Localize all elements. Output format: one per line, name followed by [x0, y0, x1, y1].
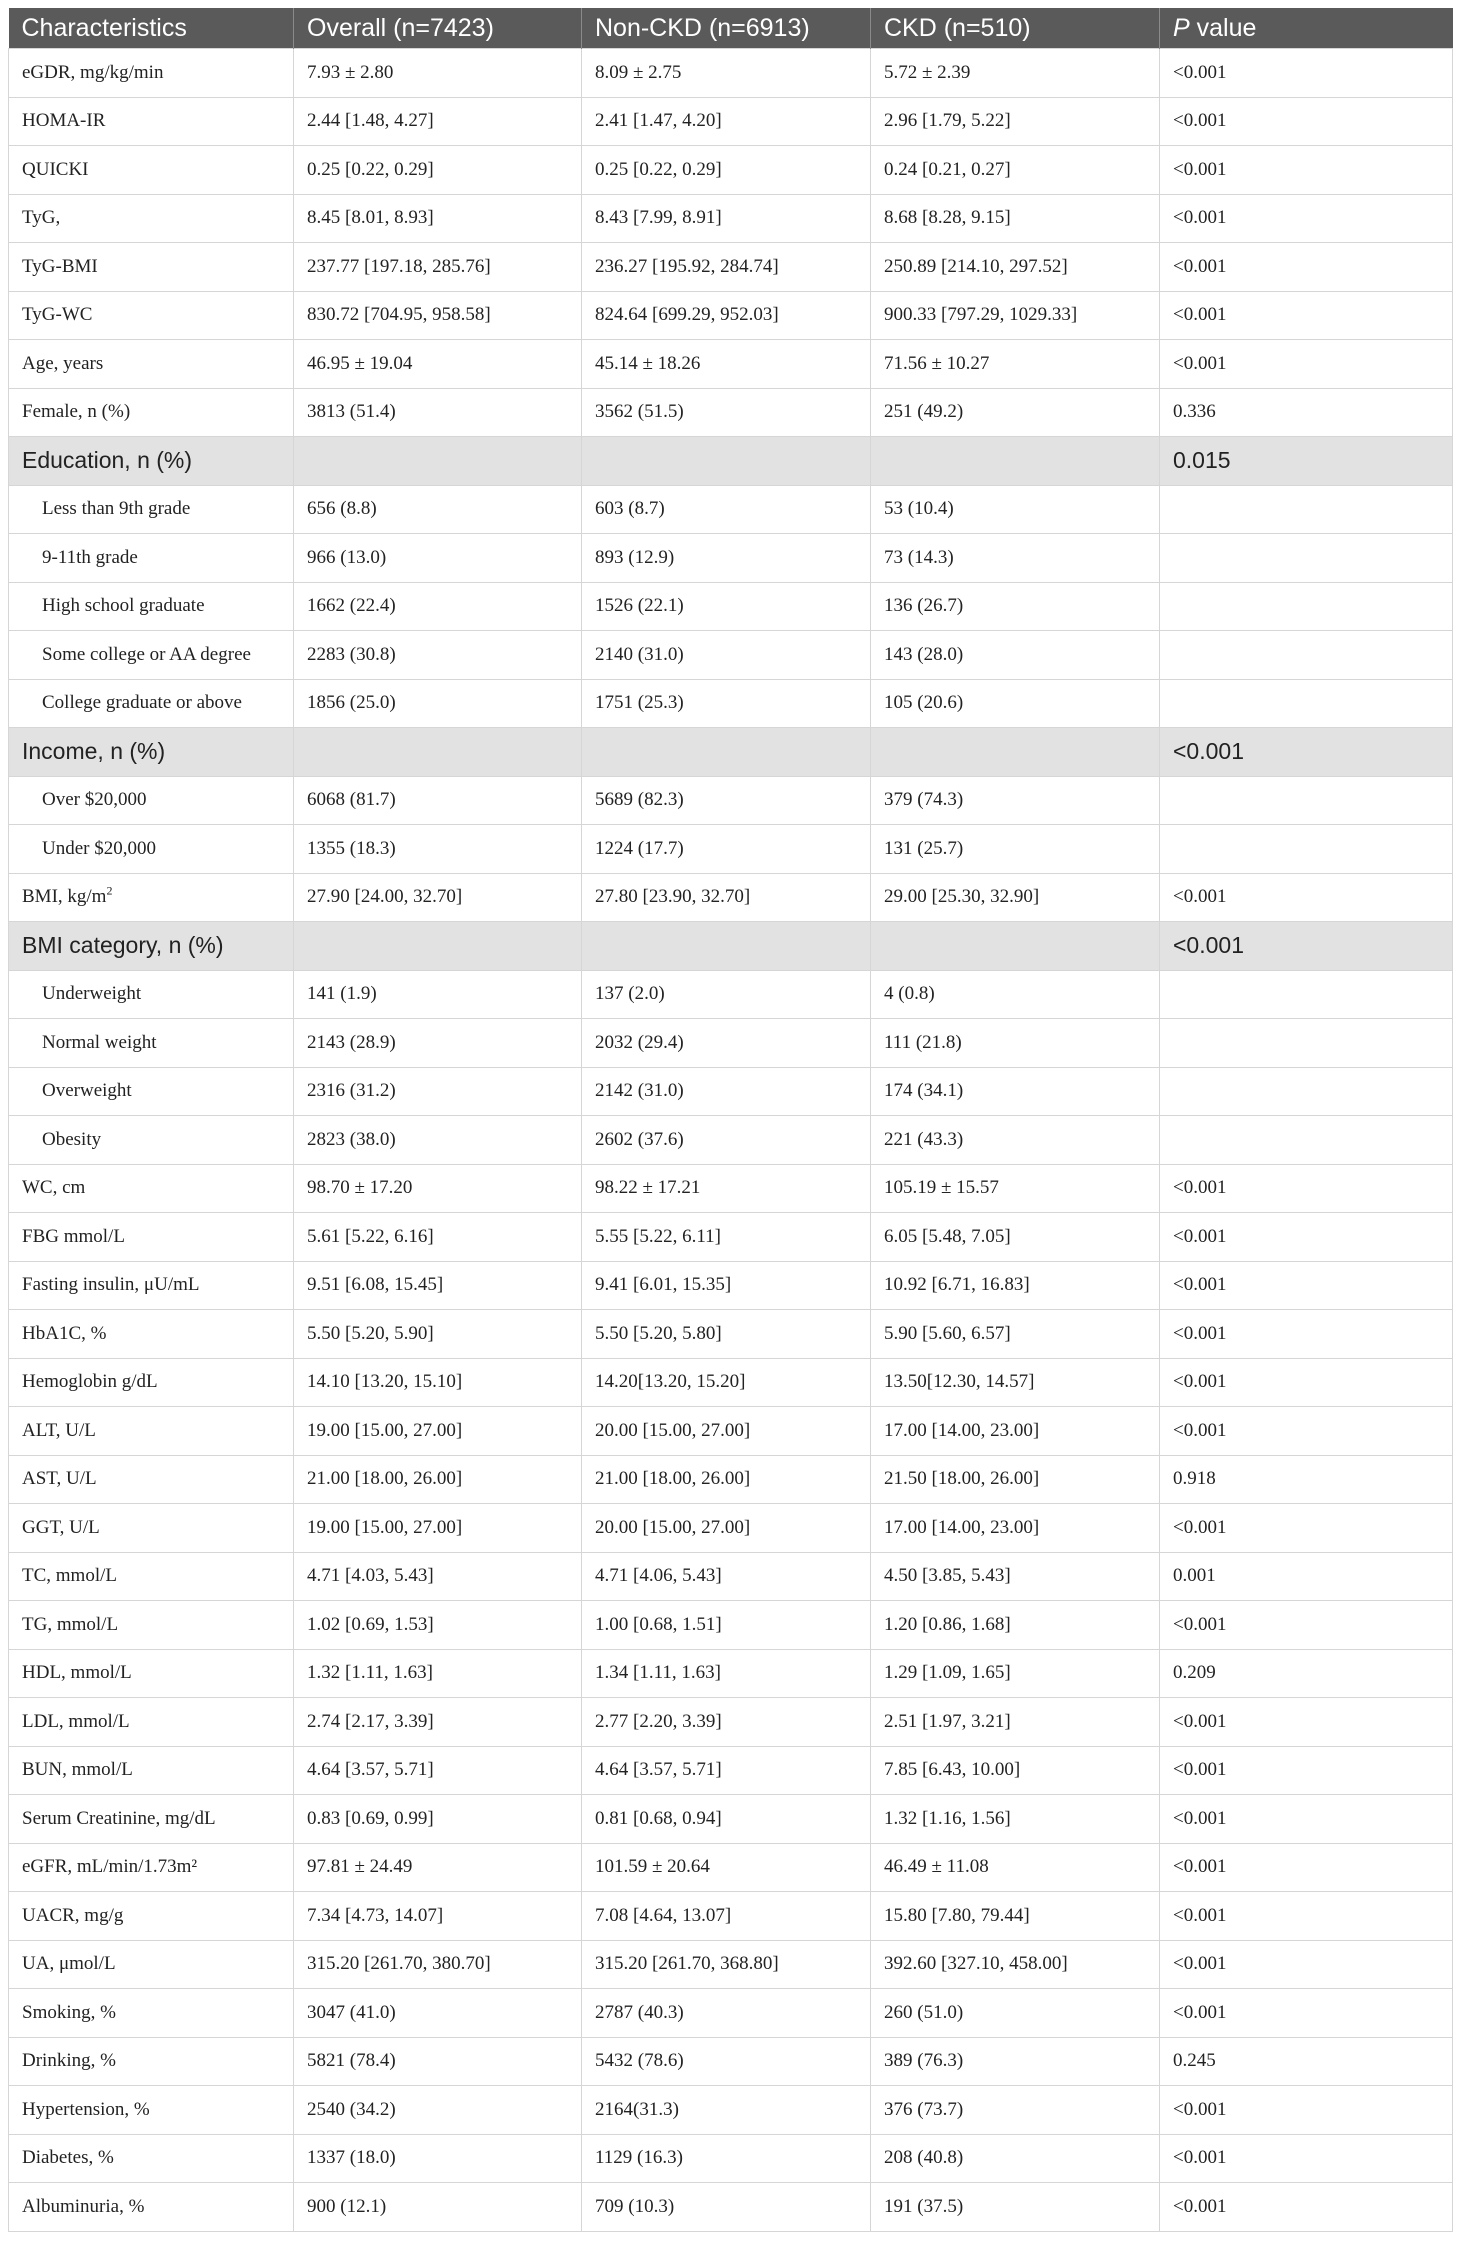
cell-p-value: 0.336 — [1160, 388, 1453, 437]
cell-p-value: <0.001 — [1160, 340, 1453, 389]
cell-non-ckd: 7.08 [4.64, 13.07] — [582, 1892, 871, 1941]
table-row — [9, 825, 1453, 874]
cell-non-ckd: 14.20[13.20, 15.20] — [582, 1358, 871, 1407]
cell-ckd — [871, 728, 1160, 777]
table-row — [9, 1164, 1453, 1213]
cell-overall: 27.90 [24.00, 32.70] — [294, 873, 582, 922]
table-row — [9, 1310, 1453, 1359]
cell-overall: 2.74 [2.17, 3.39] — [294, 1698, 582, 1747]
cell-non-ckd: 4.71 [4.06, 5.43] — [582, 1552, 871, 1601]
cell-ckd: 2.96 [1.79, 5.22] — [871, 97, 1160, 146]
cell-overall: 98.70 ± 17.20 — [294, 1164, 582, 1213]
cell-p-value: <0.001 — [1160, 2086, 1453, 2135]
cell-p-value — [1160, 679, 1453, 728]
table-row — [9, 1213, 1453, 1262]
cell-characteristic: LDL, mmol/L — [9, 1698, 294, 1747]
cell-overall: 5.50 [5.20, 5.90] — [294, 1310, 582, 1359]
cell-characteristic: BUN, mmol/L — [9, 1746, 294, 1795]
cell-ckd: 389 (76.3) — [871, 2037, 1160, 2086]
cell-characteristic: TyG-WC — [9, 291, 294, 340]
table-row — [9, 1601, 1453, 1650]
cell-overall: 141 (1.9) — [294, 970, 582, 1019]
cell-overall: 8.45 [8.01, 8.93] — [294, 194, 582, 243]
cell-non-ckd: 5689 (82.3) — [582, 776, 871, 825]
cell-p-value: 0.001 — [1160, 1552, 1453, 1601]
cell-ckd: 105 (20.6) — [871, 679, 1160, 728]
cell-non-ckd: 2142 (31.0) — [582, 1067, 871, 1116]
cell-p-value: <0.001 — [1160, 1843, 1453, 1892]
cell-label-text: BMI, kg/m — [22, 886, 107, 908]
cell-overall — [294, 922, 582, 971]
cell-characteristic: AST, U/L — [9, 1455, 294, 1504]
cell-overall: 9.51 [6.08, 15.45] — [294, 1261, 582, 1310]
cell-overall: 2316 (31.2) — [294, 1067, 582, 1116]
cell-characteristic: 9-11th grade — [9, 534, 294, 583]
cell-non-ckd: 9.41 [6.01, 15.35] — [582, 1261, 871, 1310]
table-row — [9, 340, 1453, 389]
cell-ckd — [871, 437, 1160, 486]
cell-p-value — [1160, 485, 1453, 534]
table-row — [9, 2134, 1453, 2183]
cell-characteristic: Income, n (%) — [9, 728, 294, 777]
table-row — [9, 388, 1453, 437]
cell-characteristic: eGDR, mg/kg/min — [9, 49, 294, 98]
table-row — [9, 873, 1453, 922]
cell-p-value: <0.001 — [1160, 1892, 1453, 1941]
table-row — [9, 534, 1453, 583]
cell-overall: 1.32 [1.11, 1.63] — [294, 1649, 582, 1698]
cell-ckd: 208 (40.8) — [871, 2134, 1160, 2183]
table-row — [9, 485, 1453, 534]
cell-characteristic: College graduate or above — [9, 679, 294, 728]
cell-non-ckd: 5.55 [5.22, 6.11] — [582, 1213, 871, 1262]
characteristics-table — [8, 8, 1453, 2232]
cell-ckd: 1.29 [1.09, 1.65] — [871, 1649, 1160, 1698]
cell-overall: 315.20 [261.70, 380.70] — [294, 1940, 582, 1989]
cell-overall: 3813 (51.4) — [294, 388, 582, 437]
cell-non-ckd: 2140 (31.0) — [582, 631, 871, 680]
table-row — [9, 1552, 1453, 1601]
table-row — [9, 776, 1453, 825]
cell-p-value: <0.001 — [1160, 1746, 1453, 1795]
table-row — [9, 2183, 1453, 2232]
cell-overall: 0.25 [0.22, 0.29] — [294, 146, 582, 195]
cell-non-ckd — [582, 922, 871, 971]
table-body — [9, 49, 1453, 2232]
cell-characteristic: Underweight — [9, 970, 294, 1019]
table-row — [9, 1407, 1453, 1456]
table-row — [9, 1455, 1453, 1504]
cell-characteristic: Age, years — [9, 340, 294, 389]
cell-characteristic: HOMA-IR — [9, 97, 294, 146]
cell-p-value: <0.001 — [1160, 728, 1453, 777]
table-row — [9, 1358, 1453, 1407]
cell-overall: 5821 (78.4) — [294, 2037, 582, 2086]
cell-overall — [294, 728, 582, 777]
table-row — [9, 1116, 1453, 1165]
cell-ckd: 8.68 [8.28, 9.15] — [871, 194, 1160, 243]
cell-overall: 966 (13.0) — [294, 534, 582, 583]
cell-overall: 1355 (18.3) — [294, 825, 582, 874]
cell-non-ckd: 2.77 [2.20, 3.39] — [582, 1698, 871, 1747]
table-row — [9, 291, 1453, 340]
cell-overall: 900 (12.1) — [294, 2183, 582, 2232]
cell-ckd: 0.24 [0.21, 0.27] — [871, 146, 1160, 195]
cell-overall: 4.64 [3.57, 5.71] — [294, 1746, 582, 1795]
cell-non-ckd: 8.09 ± 2.75 — [582, 49, 871, 98]
cell-non-ckd: 2787 (40.3) — [582, 1989, 871, 2038]
cell-overall: 1.02 [0.69, 1.53] — [294, 1601, 582, 1650]
cell-overall: 2823 (38.0) — [294, 1116, 582, 1165]
table-row — [9, 1261, 1453, 1310]
header-characteristics: Characteristics — [9, 8, 294, 49]
cell-ckd: 5.90 [5.60, 6.57] — [871, 1310, 1160, 1359]
cell-p-value: <0.001 — [1160, 291, 1453, 340]
cell-ckd: 260 (51.0) — [871, 1989, 1160, 2038]
cell-ckd: 143 (28.0) — [871, 631, 1160, 680]
cell-overall: 7.93 ± 2.80 — [294, 49, 582, 98]
cell-p-value — [1160, 631, 1453, 680]
cell-overall: 2143 (28.9) — [294, 1019, 582, 1068]
cell-non-ckd: 315.20 [261.70, 368.80] — [582, 1940, 871, 1989]
cell-overall: 1856 (25.0) — [294, 679, 582, 728]
table-row — [9, 1504, 1453, 1553]
cell-characteristic: FBG mmol/L — [9, 1213, 294, 1262]
cell-p-value: <0.001 — [1160, 1940, 1453, 1989]
cell-characteristic: UACR, mg/g — [9, 1892, 294, 1941]
cell-non-ckd: 236.27 [195.92, 284.74] — [582, 243, 871, 292]
cell-ckd: 392.60 [327.10, 458.00] — [871, 1940, 1160, 1989]
header-p-letter: P — [1173, 13, 1190, 42]
table-row — [9, 970, 1453, 1019]
cell-overall: 19.00 [15.00, 27.00] — [294, 1504, 582, 1553]
cell-p-value: <0.001 — [1160, 194, 1453, 243]
cell-non-ckd: 2.41 [1.47, 4.20] — [582, 97, 871, 146]
table-row — [9, 1795, 1453, 1844]
cell-overall: 1662 (22.4) — [294, 582, 582, 631]
cell-ckd: 73 (14.3) — [871, 534, 1160, 583]
cell-overall — [294, 437, 582, 486]
header-p-suffix: value — [1189, 13, 1257, 42]
cell-ckd: 900.33 [797.29, 1029.33] — [871, 291, 1160, 340]
cell-characteristic: TyG-BMI — [9, 243, 294, 292]
cell-ckd: 1.32 [1.16, 1.56] — [871, 1795, 1160, 1844]
cell-ckd: 191 (37.5) — [871, 2183, 1160, 2232]
cell-overall: 237.77 [197.18, 285.76] — [294, 243, 582, 292]
cell-p-value: <0.001 — [1160, 1261, 1453, 1310]
table-row — [9, 194, 1453, 243]
cell-overall: 46.95 ± 19.04 — [294, 340, 582, 389]
table-row — [9, 1649, 1453, 1698]
table-header — [9, 8, 1453, 49]
cell-characteristic: Female, n (%) — [9, 388, 294, 437]
cell-non-ckd: 27.80 [23.90, 32.70] — [582, 873, 871, 922]
cell-p-value: 0.918 — [1160, 1455, 1453, 1504]
cell-p-value — [1160, 582, 1453, 631]
cell-characteristic: Overweight — [9, 1067, 294, 1116]
cell-ckd: 131 (25.7) — [871, 825, 1160, 874]
table-row — [9, 2037, 1453, 2086]
cell-ckd: 4 (0.8) — [871, 970, 1160, 1019]
cell-characteristic: TC, mmol/L — [9, 1552, 294, 1601]
cell-characteristic: Smoking, % — [9, 1989, 294, 2038]
cell-characteristic: Hemoglobin g/dL — [9, 1358, 294, 1407]
table-row — [9, 582, 1453, 631]
cell-p-value — [1160, 825, 1453, 874]
cell-ckd: 4.50 [3.85, 5.43] — [871, 1552, 1160, 1601]
cell-p-value: <0.001 — [1160, 1213, 1453, 1262]
cell-characteristic: Normal weight — [9, 1019, 294, 1068]
cell-non-ckd: 98.22 ± 17.21 — [582, 1164, 871, 1213]
cell-ckd: 10.92 [6.71, 16.83] — [871, 1261, 1160, 1310]
cell-non-ckd: 5432 (78.6) — [582, 2037, 871, 2086]
cell-characteristic: GGT, U/L — [9, 1504, 294, 1553]
cell-p-value — [1160, 970, 1453, 1019]
cell-overall: 19.00 [15.00, 27.00] — [294, 1407, 582, 1456]
cell-overall: 656 (8.8) — [294, 485, 582, 534]
cell-overall: 7.34 [4.73, 14.07] — [294, 1892, 582, 1941]
category-row — [9, 437, 1453, 486]
cell-characteristic: HbA1C, % — [9, 1310, 294, 1359]
header-overall: Overall (n=7423) — [294, 8, 582, 49]
table-row — [9, 1019, 1453, 1068]
cell-ckd: 111 (21.8) — [871, 1019, 1160, 1068]
category-row — [9, 728, 1453, 777]
category-row — [9, 922, 1453, 971]
cell-overall: 14.10 [13.20, 15.10] — [294, 1358, 582, 1407]
table-row — [9, 2086, 1453, 2135]
table-row — [9, 243, 1453, 292]
cell-characteristic: Fasting insulin, μU/mL — [9, 1261, 294, 1310]
cell-p-value — [1160, 1116, 1453, 1165]
cell-non-ckd: 1.00 [0.68, 1.51] — [582, 1601, 871, 1650]
cell-ckd: 251 (49.2) — [871, 388, 1160, 437]
table-row — [9, 97, 1453, 146]
table-row — [9, 146, 1453, 195]
cell-characteristic: WC, cm — [9, 1164, 294, 1213]
cell-characteristic: QUICKI — [9, 146, 294, 195]
cell-overall: 2283 (30.8) — [294, 631, 582, 680]
cell-characteristic: Under $20,000 — [9, 825, 294, 874]
cell-non-ckd: 709 (10.3) — [582, 2183, 871, 2232]
cell-non-ckd: 2032 (29.4) — [582, 1019, 871, 1068]
table-row — [9, 1067, 1453, 1116]
header-row — [9, 8, 1453, 49]
cell-ckd: 13.50[12.30, 14.57] — [871, 1358, 1160, 1407]
cell-p-value: 0.015 — [1160, 437, 1453, 486]
cell-overall: 21.00 [18.00, 26.00] — [294, 1455, 582, 1504]
cell-p-value — [1160, 1067, 1453, 1116]
table-row — [9, 1746, 1453, 1795]
table-row — [9, 679, 1453, 728]
cell-ckd: 1.20 [0.86, 1.68] — [871, 1601, 1160, 1650]
cell-p-value: <0.001 — [1160, 873, 1453, 922]
cell-ckd: 250.89 [214.10, 297.52] — [871, 243, 1160, 292]
cell-overall: 3047 (41.0) — [294, 1989, 582, 2038]
cell-non-ckd: 20.00 [15.00, 27.00] — [582, 1407, 871, 1456]
cell-characteristic: Hypertension, % — [9, 2086, 294, 2135]
cell-non-ckd: 20.00 [15.00, 27.00] — [582, 1504, 871, 1553]
cell-non-ckd: 137 (2.0) — [582, 970, 871, 1019]
cell-ckd: 21.50 [18.00, 26.00] — [871, 1455, 1160, 1504]
cell-characteristic: Some college or AA degree — [9, 631, 294, 680]
cell-characteristic: UA, μmol/L — [9, 1940, 294, 1989]
cell-ckd: 17.00 [14.00, 23.00] — [871, 1504, 1160, 1553]
cell-p-value: <0.001 — [1160, 1989, 1453, 2038]
cell-characteristic: Less than 9th grade — [9, 485, 294, 534]
cell-characteristic: Drinking, % — [9, 2037, 294, 2086]
cell-non-ckd — [582, 728, 871, 777]
cell-characteristic: ALT, U/L — [9, 1407, 294, 1456]
table-row — [9, 49, 1453, 98]
cell-ckd: 46.49 ± 11.08 — [871, 1843, 1160, 1892]
cell-non-ckd: 8.43 [7.99, 8.91] — [582, 194, 871, 243]
cell-characteristic: Over $20,000 — [9, 776, 294, 825]
cell-p-value: <0.001 — [1160, 1407, 1453, 1456]
cell-non-ckd: 2164(31.3) — [582, 2086, 871, 2135]
cell-characteristic: TyG, — [9, 194, 294, 243]
table-row — [9, 1989, 1453, 2038]
cell-non-ckd: 1526 (22.1) — [582, 582, 871, 631]
cell-non-ckd: 5.50 [5.20, 5.80] — [582, 1310, 871, 1359]
cell-characteristic: BMI category, n (%) — [9, 922, 294, 971]
cell-overall: 1337 (18.0) — [294, 2134, 582, 2183]
cell-characteristic: Serum Creatinine, mg/dL — [9, 1795, 294, 1844]
cell-p-value: <0.001 — [1160, 2183, 1453, 2232]
cell-non-ckd: 0.81 [0.68, 0.94] — [582, 1795, 871, 1844]
cell-non-ckd: 893 (12.9) — [582, 534, 871, 583]
cell-non-ckd: 0.25 [0.22, 0.29] — [582, 146, 871, 195]
cell-p-value: <0.001 — [1160, 49, 1453, 98]
cell-p-value: <0.001 — [1160, 1504, 1453, 1553]
cell-p-value — [1160, 534, 1453, 583]
cell-ckd: 53 (10.4) — [871, 485, 1160, 534]
cell-p-value: <0.001 — [1160, 1164, 1453, 1213]
cell-characteristic: eGFR, mL/min/1.73m² — [9, 1843, 294, 1892]
header-non-ckd: Non-CKD (n=6913) — [582, 8, 871, 49]
cell-non-ckd: 3562 (51.5) — [582, 388, 871, 437]
cell-ckd: 105.19 ± 15.57 — [871, 1164, 1160, 1213]
table-row — [9, 1940, 1453, 1989]
cell-characteristic: HDL, mmol/L — [9, 1649, 294, 1698]
cell-ckd: 15.80 [7.80, 79.44] — [871, 1892, 1160, 1941]
cell-overall: 5.61 [5.22, 6.16] — [294, 1213, 582, 1262]
cell-non-ckd: 1751 (25.3) — [582, 679, 871, 728]
cell-ckd: 5.72 ± 2.39 — [871, 49, 1160, 98]
cell-ckd: 2.51 [1.97, 3.21] — [871, 1698, 1160, 1747]
cell-ckd: 7.85 [6.43, 10.00] — [871, 1746, 1160, 1795]
cell-p-value: <0.001 — [1160, 1310, 1453, 1359]
cell-p-value: <0.001 — [1160, 97, 1453, 146]
cell-characteristic: Diabetes, % — [9, 2134, 294, 2183]
cell-non-ckd: 4.64 [3.57, 5.71] — [582, 1746, 871, 1795]
cell-overall: 0.83 [0.69, 0.99] — [294, 1795, 582, 1844]
table-row — [9, 631, 1453, 680]
cell-p-value — [1160, 776, 1453, 825]
cell-ckd: 29.00 [25.30, 32.90] — [871, 873, 1160, 922]
cell-p-value: <0.001 — [1160, 146, 1453, 195]
cell-non-ckd: 101.59 ± 20.64 — [582, 1843, 871, 1892]
cell-ckd: 71.56 ± 10.27 — [871, 340, 1160, 389]
cell-p-value — [1160, 1019, 1453, 1068]
cell-non-ckd: 21.00 [18.00, 26.00] — [582, 1455, 871, 1504]
cell-ckd: 379 (74.3) — [871, 776, 1160, 825]
cell-overall: 6068 (81.7) — [294, 776, 582, 825]
header-ckd: CKD (n=510) — [871, 8, 1160, 49]
cell-overall: 830.72 [704.95, 958.58] — [294, 291, 582, 340]
cell-p-value: <0.001 — [1160, 2134, 1453, 2183]
cell-non-ckd: 1224 (17.7) — [582, 825, 871, 874]
cell-p-value: <0.001 — [1160, 1601, 1453, 1650]
cell-overall: 2540 (34.2) — [294, 2086, 582, 2135]
cell-p-value: <0.001 — [1160, 1795, 1453, 1844]
cell-non-ckd: 45.14 ± 18.26 — [582, 340, 871, 389]
cell-non-ckd: 1.34 [1.11, 1.63] — [582, 1649, 871, 1698]
cell-characteristic: High school graduate — [9, 582, 294, 631]
cell-characteristic — [9, 873, 294, 922]
cell-non-ckd — [582, 437, 871, 486]
cell-characteristic: Albuminuria, % — [9, 2183, 294, 2232]
cell-ckd: 136 (26.7) — [871, 582, 1160, 631]
cell-ckd — [871, 922, 1160, 971]
cell-non-ckd: 2602 (37.6) — [582, 1116, 871, 1165]
cell-ckd: 221 (43.3) — [871, 1116, 1160, 1165]
cell-characteristic: Education, n (%) — [9, 437, 294, 486]
cell-ckd: 376 (73.7) — [871, 2086, 1160, 2135]
cell-p-value: <0.001 — [1160, 243, 1453, 292]
cell-p-value: 0.245 — [1160, 2037, 1453, 2086]
table-row — [9, 1892, 1453, 1941]
table-row — [9, 1698, 1453, 1747]
cell-non-ckd: 603 (8.7) — [582, 485, 871, 534]
cell-ckd: 17.00 [14.00, 23.00] — [871, 1407, 1160, 1456]
cell-characteristic: TG, mmol/L — [9, 1601, 294, 1650]
table-row — [9, 1843, 1453, 1892]
cell-overall: 2.44 [1.48, 4.27] — [294, 97, 582, 146]
cell-p-value: 0.209 — [1160, 1649, 1453, 1698]
cell-non-ckd: 824.64 [699.29, 952.03] — [582, 291, 871, 340]
cell-p-value: <0.001 — [1160, 1358, 1453, 1407]
cell-label-superscript: 2 — [106, 883, 113, 898]
cell-ckd: 6.05 [5.48, 7.05] — [871, 1213, 1160, 1262]
cell-overall: 97.81 ± 24.49 — [294, 1843, 582, 1892]
cell-characteristic: Obesity — [9, 1116, 294, 1165]
cell-p-value: <0.001 — [1160, 1698, 1453, 1747]
cell-non-ckd: 1129 (16.3) — [582, 2134, 871, 2183]
cell-ckd: 174 (34.1) — [871, 1067, 1160, 1116]
cell-p-value: <0.001 — [1160, 922, 1453, 971]
header-p-value — [1160, 8, 1453, 49]
cell-overall: 4.71 [4.03, 5.43] — [294, 1552, 582, 1601]
